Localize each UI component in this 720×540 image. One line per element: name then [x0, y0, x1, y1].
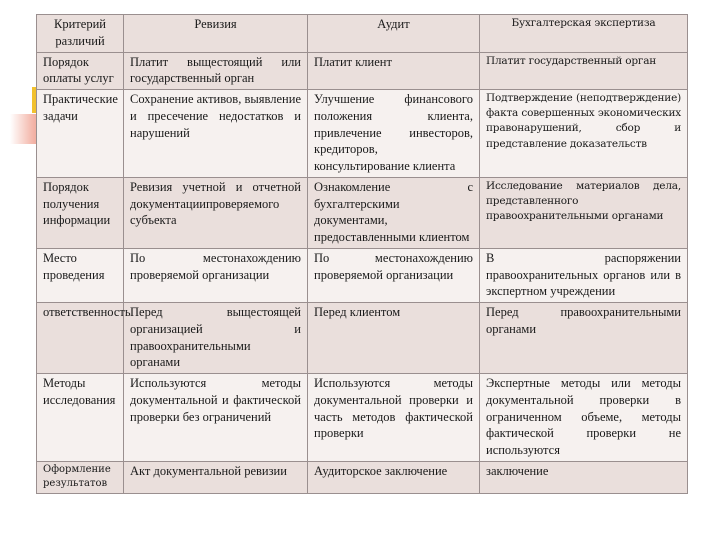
expertise-cell: Подтверждение (неподтверждение) факта совершенных экономических правонарушений, сбор и представление доказательств — [480, 90, 688, 178]
revision-cell: Платит выщестоящий или государственный орган — [124, 52, 308, 90]
table-row — [37, 177, 688, 248]
audit-cell: Аудиторское заключение — [308, 461, 480, 493]
expertise-cell: Перед правоохранительными органами — [480, 303, 688, 374]
audit-cell: Улучшение финансового положения клиента, привлечение инвесторов, кредиторов, консультирование клиента — [308, 90, 480, 178]
expertise-cell: В распоряжении правоохранительных органов или в экспертном учреждении — [480, 248, 688, 302]
criterion-cell: Место проведения — [37, 248, 124, 302]
table-header-row — [37, 15, 688, 53]
revision-cell: Перед выщестоящей организацией и правоохранительными органами — [124, 303, 308, 374]
revision-cell: Акт документальной ревизии — [124, 461, 308, 493]
expertise-cell: Исследование материалов дела, представленного правоохранительными органами — [480, 177, 688, 248]
header-audit: Аудит — [308, 15, 480, 53]
criterion-cell: Практические задачи — [37, 90, 124, 178]
revision-cell: Ревизия учетной и отчетной документациипроверяемого субъекта — [124, 177, 308, 248]
table-row — [37, 90, 688, 178]
audit-cell: Перед клиентом — [308, 303, 480, 374]
table-row — [37, 374, 688, 462]
audit-cell: По местонахождению проверяемой организации — [308, 248, 480, 302]
expertise-cell: Платит государственный орган — [480, 52, 688, 90]
revision-cell: По местонахождению проверяемой организации — [124, 248, 308, 302]
revision-cell: Сохранение активов, выявление и пресечение недостатков и нарушений — [124, 90, 308, 178]
criterion-cell: Порядок оплаты услуг — [37, 52, 124, 90]
audit-cell: Платит клиент — [308, 52, 480, 90]
expertise-cell: Экспертные методы или методы документальной проверки в ограниченном объеме, методы фактической проверки не используются — [480, 374, 688, 462]
table-row — [37, 461, 688, 493]
criterion-cell: Порядок получения информации — [37, 177, 124, 248]
header-revision: Ревизия — [124, 15, 308, 53]
table-row — [37, 303, 688, 374]
header-criterion: Критерий различий — [37, 15, 124, 53]
header-expertise: Бухгалтерская экспертиза — [480, 15, 688, 53]
table-row — [37, 52, 688, 90]
revision-cell: Используются методы документальной и фактической проверки без ограничений — [124, 374, 308, 462]
criterion-cell: ответственность — [37, 303, 124, 374]
criterion-cell: Оформление результатов — [37, 461, 124, 493]
audit-cell: Ознакомление с бухгалтерскими документами, предоставленными клиентом — [308, 177, 480, 248]
criterion-cell: Методы исследования — [37, 374, 124, 462]
comparison-table — [36, 14, 688, 494]
audit-cell: Используются методы документальной проверки и часть методов фактической проверки — [308, 374, 480, 462]
expertise-cell: заключение — [480, 461, 688, 493]
table-row — [37, 248, 688, 302]
